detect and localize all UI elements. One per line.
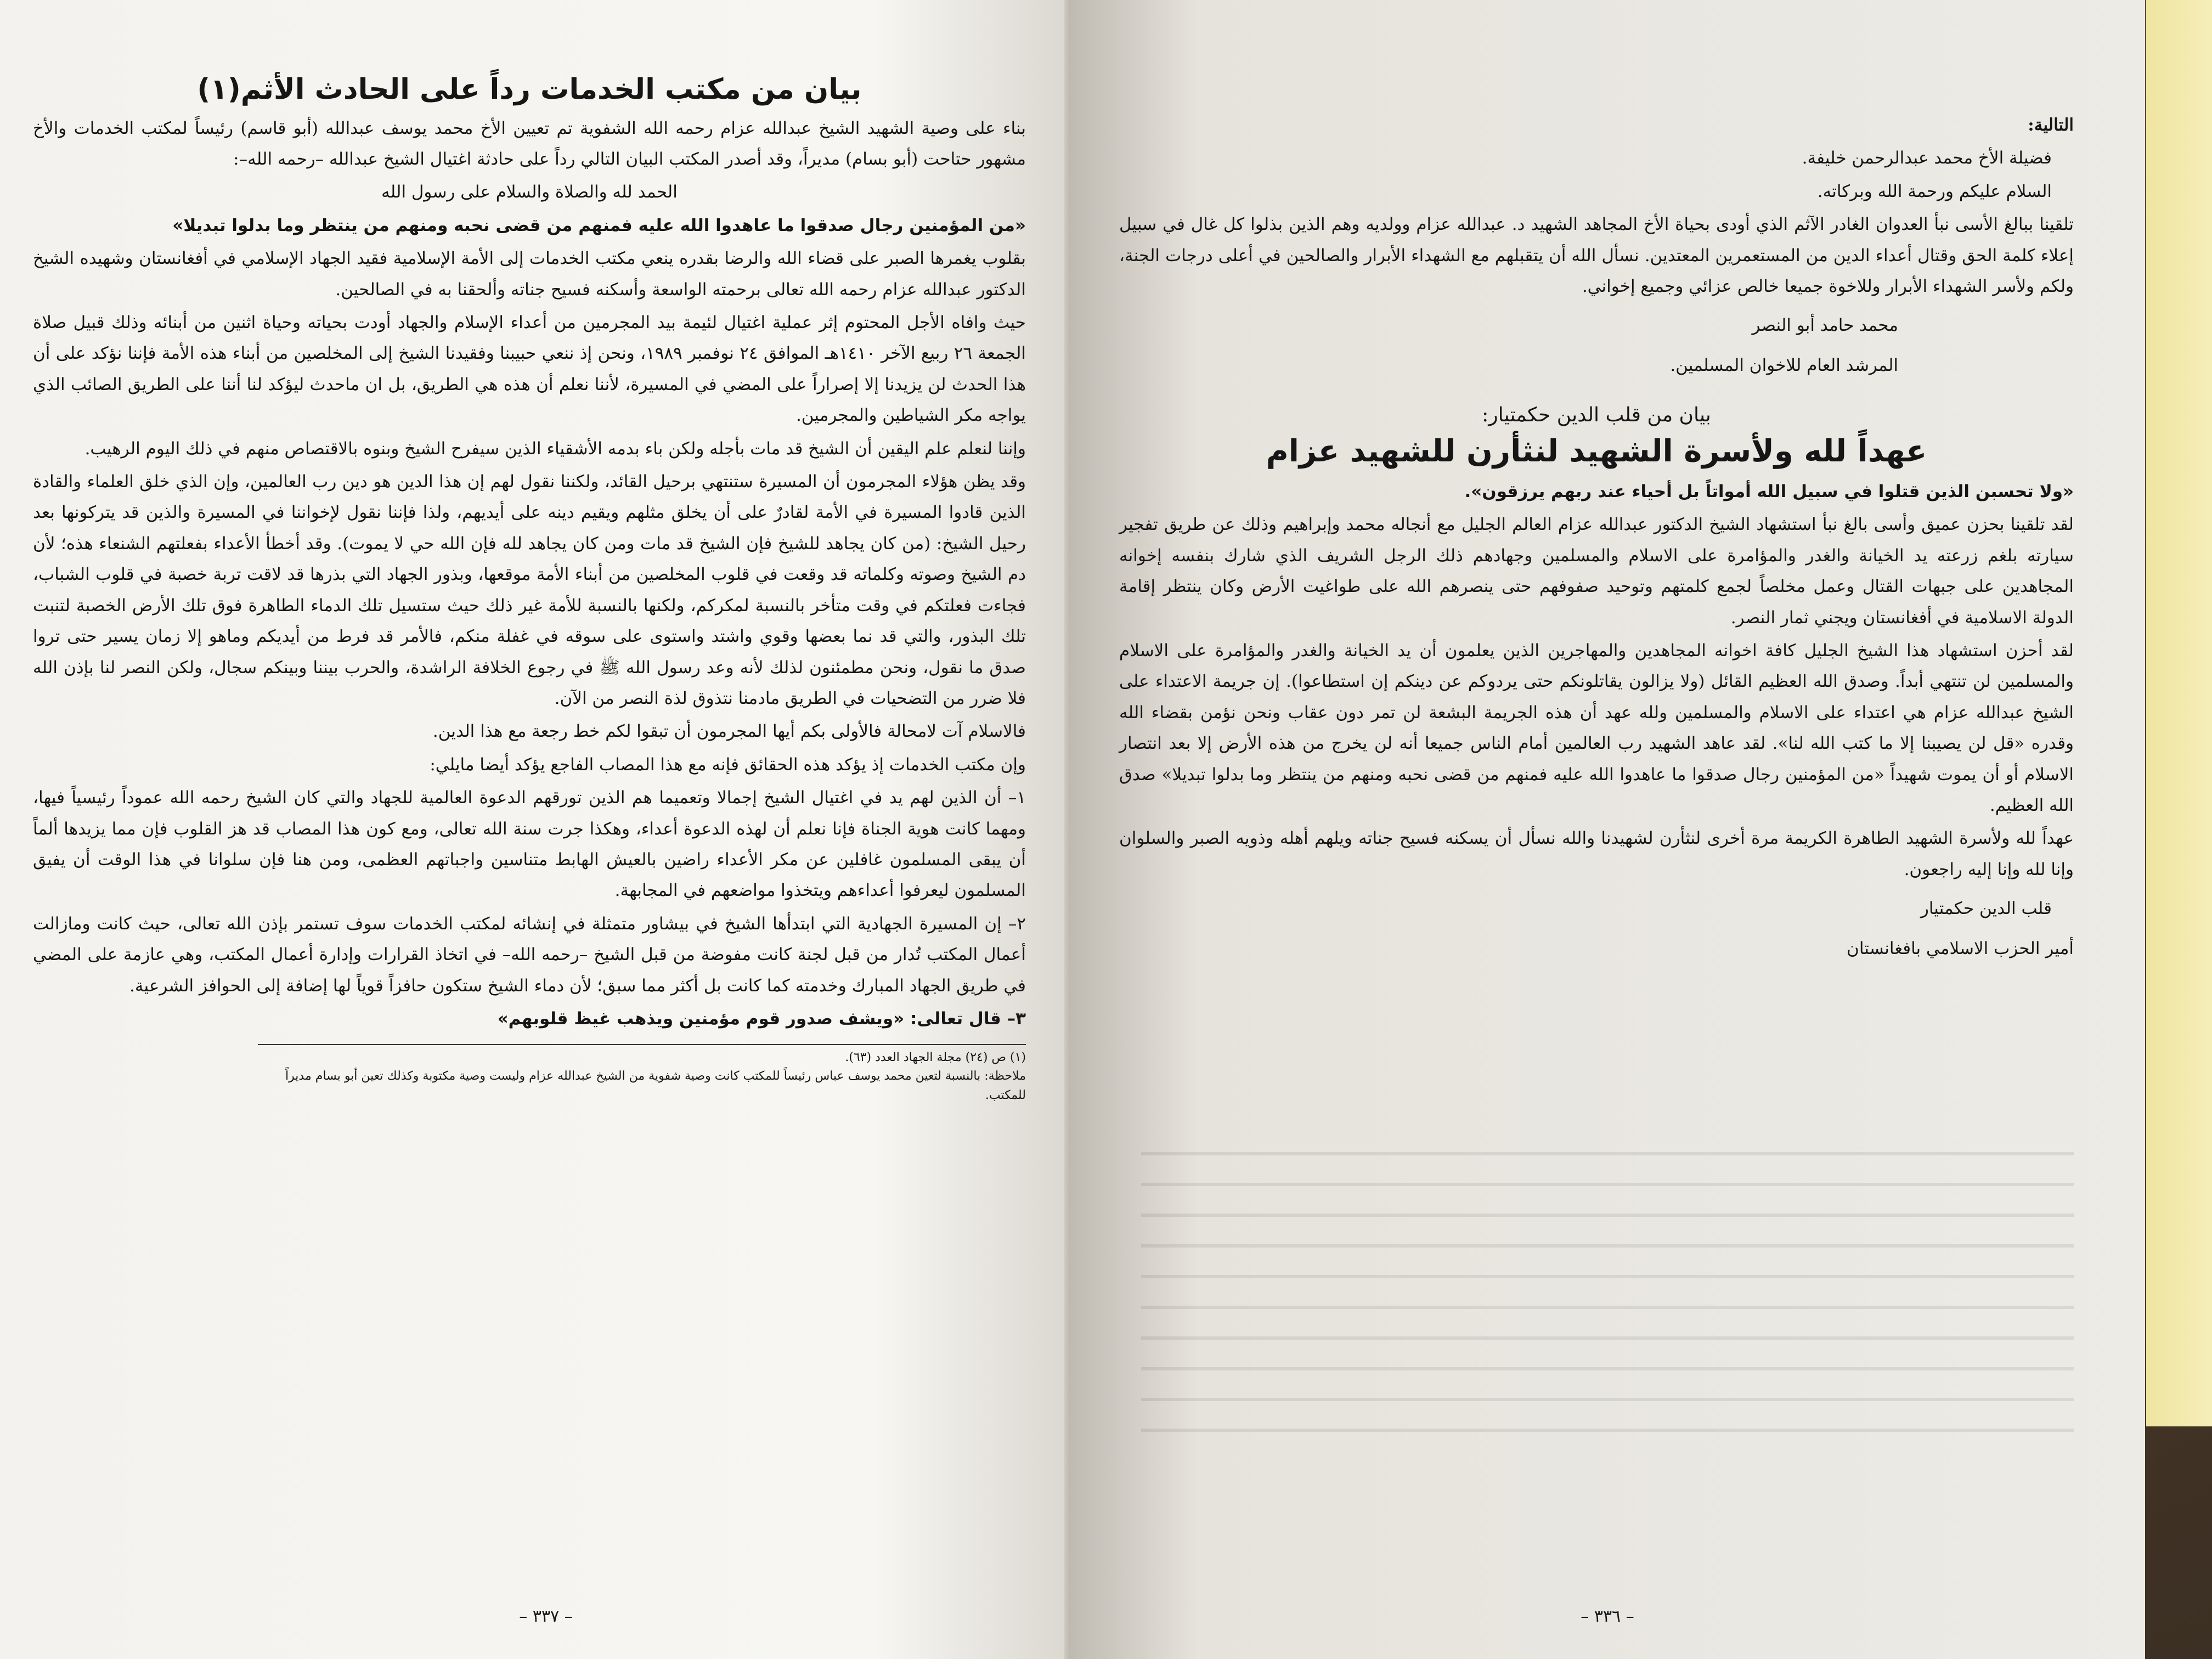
- statement-signature-title: أمير الحزب الاسلامي بافغانستان: [1847, 939, 2074, 959]
- show-through-text: [1141, 1152, 2074, 1448]
- footnote-1: (١) ص (٢٤) مجلة الجهاد العدد (٦٣).: [845, 1051, 1026, 1065]
- left-paragraph-9: وإن مكتب الخدمات إذ يؤكد هذه الحقائق فإنه مع هذا المصاب الفاجع يؤكد أيضا مايلي:: [430, 754, 1026, 775]
- left-paragraph-1: بناء على وصية الشهيد الشيخ عبدالله عزام رحمه الله الشفوية تم تعيين الأخ محمد يوسف عبدالله (أبو قاسم) رئيساً لمكتب الخدمات والأخ مشهور حتاحت (أبو بسام) مديراً، وقد أصدر المكتب البيان التالي رداً على حادثة اغتيال الشيخ عبدالله –رحمه الله–:: [33, 118, 1026, 169]
- statement-title: عهداً لله ولأسرة الشهيد لنثأرن للشهيد عزام: [1266, 433, 1927, 470]
- right-addressee: فضيلة الأخ محمد عبدالرحمن خليفة.: [1802, 148, 2052, 168]
- left-quote-1: «من المؤمنين رجال صدقوا ما عاهدوا الله عليه فمنهم من قضى نحبه ومنهم من ينتظر وما بدلوا تبديلا»: [172, 215, 1026, 235]
- statement-subheading: بيان من قلب الدين حكمتيار:: [1482, 404, 1711, 427]
- left-point-2: ٢– إن المسيرة الجهادية التي ابتدأها الشيخ في بيشاور متمثلة في إنشائه لمكتب الخدمات سوف تستمر بإذن الله تعالى، حيث كانت ومازالت أعمال المكتب تُدار من قبل لجنة كانت مفوضة من قبل الشيخ –رحمه الله– في اتخاذ القرارات وإدارة أعمال المكتب، وهي عازمة على المضي في طريق الجهاد المبارك وخدمته كما كانت بل أكثر مما سبق؛ لأن دماء الشيخ ستكون حافزاً قوياً لها إضافة إلى الحوافز الشرعية.: [33, 913, 1026, 996]
- left-point-1: ١– أن الذين لهم يد في اغتيال الشيخ إجمالا وتعميما هم الذين تورقهم الدعوة العالمية للجهاد والتي كان الشيخ رحمه الله عموداً رئيسياً فيها، ومهما كانت هوية الجناة فإنا نعلم أن لهذه الدعوة أعداء، وهكذا جرت سنة الله تعالى، ومع كون هذا المصاب قد هز القلوب فإن مما يزيدها ألماً أن يبقى المسلمون غافلين عن مكر الأعداء راضين بالعيش الهابط متناسين واجباتهم العظمى، ومن هنا فإن سلوانا في هذا الوقت أن يفيق المسلمون ليعرفوا أعداءهم ويتخذوا مواضعهم في المجابهة.: [33, 788, 1026, 901]
- statement-paragraph-2: لقد أحزن استشهاد هذا الشيخ الجليل كافة اخوانه المجاهدين والمهاجرين الذين يعلمون أن يد الخيانة والغدر والمؤامرة على الاسلام والمسلمين لن تنتهي أبداً. وصدق الله العظيم القائل (ولا يزالون يقاتلونكم حتى يردوكم عن دينكم إن استطاعوا). إن جريمة الاعتداء على الشيخ عبدالله عزام هي اعتداء على الاسلام والمسلمين ولله عهد أن هذه الجريمة البشعة لن تمر دون عقاب ونحن نؤمن بقضاء الله وقدره «قل لن يصيبنا إلا ما كتب الله لنا». لقد عاهد الشهيد رب العالمين أمام الناس جميعا أنه لن يخرج من هذه الأرض إلا بعد انتصار الاسلام أو أن يموت شهيداً «من المؤمنين رجال صدقوا ما عاهدوا الله عليه فمنهم من قضى نحبه ومنهم من ينتظر وما بدلوا تبديلا» صدق الله العظيم.: [1119, 641, 2074, 816]
- right-signature-title: المرشد العام للاخوان المسلمين.: [1670, 356, 1898, 376]
- right-signature-name: محمد حامد أبو النصر: [1752, 315, 1898, 336]
- left-paragraph-2: الحمد لله والصلاة والسلام على رسول الله: [381, 182, 678, 202]
- right-page-number: – ٣٣٦ –: [1581, 1607, 1634, 1626]
- statement-signature-name: قلب الدين حكمتيار: [1920, 899, 2052, 919]
- right-intro: التالية:: [2028, 115, 2074, 135]
- footnote-note: ملاحظة: بالنسبة لتعين محمد يوسف عباس رئيساً للمكتب كانت وصية شفوية من الشيخ عبدالله عزام وليست وصية مكتوبة وكذلك تعين أبو بسام مديراً للمكتب.: [285, 1069, 1026, 1102]
- statement-quote: «ولا تحسبن الذين قتلوا في سبيل الله أمواتاً بل أحياء عند ربهم يرزقون».: [1464, 482, 2074, 502]
- left-footnotes: [258, 1044, 1026, 1104]
- sticky-notes-right: [2146, 0, 2212, 1426]
- statement-paragraph-1: لقد تلقينا بحزن عميق وأسى بالغ نبأ استشهاد الشيخ الدكتور عبدالله عزام العالم الجليل مع أنجاله محمد وإبراهيم وذلك عن طريق تفجير سيارته بلغم زرعته يد الخيانة والغدر والمؤامرة على الاسلام والمسلمين وجهادهم ذلك الرجل الشريف الذي شارك بنفسه إخوانه المجاهدين على جبهات القتال وعمل مخلصاً لجمع كلمتهم وتوحيد صفوفهم حتى ينصرهم الله على طواغيت الأرض وكان ينتظر إقامة الدولة الاسلامية في أفغانستان ويجني ثمار النصر.: [1119, 515, 2074, 628]
- left-page-number: – ٣٣٧ –: [519, 1607, 573, 1626]
- left-paragraph-6: وإننا لنعلم علم اليقين أن الشيخ قد مات بأجله ولكن باء بدمه الأشقياء الذين سيفرح الشيخ وبنوه بالاقتصاص منهم في ذلك اليوم الرهيب.: [84, 438, 1026, 459]
- statement-paragraph-3: عهداً لله ولأسرة الشهيد الطاهرة الكريمة مرة أخرى لنثأرن لشهيدنا والله نسأل أن يسكنه فسيح جناته ويلهم أهله وذويه الصبر والسلوان وإنا لله وإنا إليه راجعون.: [1119, 828, 2074, 879]
- left-paragraph-4: بقلوب يغمرها الصبر على قضاء الله والرضا بقدره ينعي مكتب الخدمات إلى الأمة الإسلامية فقيد الجهاد الإسلامي في أفغانستان وشهيده الشيخ الدكتور عبدالله عزام رحمه الله تعالى برحمته الواسعة وأسكنه فسيح جناته وألحقنا به في الصالحين.: [33, 249, 1026, 300]
- left-paragraph-7: وقد يظن هؤلاء المجرمون أن المسيرة ستنتهي برحيل القائد، ولكننا نقول لهم إن هذا الدين هو دين رب العالمين، وإن الذي خلق العلماء والقادة الذين قادوا المسيرة في الأمة لقادرٌ على أن يخلق مثلهم ويقيم دينه على أيديهم، ولذا فإننا نقول لإخواننا في المسيرة والذين قد يتركونها بعد رحيل الشيخ: (من كان يجاهد للشيخ فإن الشيخ قد مات ومن كان يجاهد لله فإن الله حي لا يموت). وقد أخطأ الأعداء بفعلتهم الشنعاء هذه؛ لأن دم الشيخ وصوته وكلماته قد وقعت في قلوب المخلصين من أبناء الأمة موقعها، وبذور الجهاد التي بذرها قد لاقت تربة خصبة في قلوب الشباب، فجاءت فعلتكم في وقت متأخر بالنسبة لمكركم، ولكنها بالنسبة للأمة غير ذلك حيث ستسيل تلك الدماء الطاهرة فوق تلك الأرض الخصبة لتنبت تلك البذور، والتي قد نما بعضها وقوي واشتد واستوى على سوقه في غفلة منكم، فالأمر قد فرط من أيديكم وماهو إلا زمان يسير حتى تروا صدق ما نقول، ونحن مطمئنون لذلك لأنه وعد رسول الله ﷺ في رجوع الخلافة الراشدة، والحرب بيننا وبينكم سجال، ولكن النصر لنا بإذن الله فلا ضرر من التضحيات في الطريق مادمنا نتذوق لذة النصر من الآن.: [33, 472, 1026, 708]
- right-page: [1070, 0, 2145, 1659]
- right-letter-paragraph: تلقينا ببالغ الأسى نبأ العدوان الغادر الآثم الذي أودى بحياة الأخ المجاهد الشهيد د. عبدالله عزام وولديه وهم الذين بذلوا كل غال في سبيل إعلاء كلمة الحق وقتال أعداء الدين من المستعمرين المعتدين. نسأل الله أن يتقبلهم مع الشهداء الأبرار والصالحين في أعلى درجات الجنة، ولكم ولأسر الشهداء الأبرار وللاخوة جميعا خالص عزائي وجميع إخواني.: [1119, 215, 2074, 297]
- left-point-3: ٣– قال تعالى: «ويشف صدور قوم مؤمنين ويذهب غيظ قلوبهم»: [497, 1008, 1026, 1029]
- left-page: [0, 0, 1092, 1659]
- left-paragraph-5: حيث وافاه الأجل المحتوم إثر عملية اغتيال لئيمة بيد المجرمين من أعداء الإسلام والجهاد أودت بحياته وحياة اثنين من أبنائه وذلك قبيل صلاة الجمعة ٢٦ ربيع الآخر ١٤١٠هـ الموافق ٢٤ نوفمبر ١٩٨٩، ونحن إذ ننعي حبيبنا وفقيدنا الشيخ إلى المخلصين من أبناء هذه الأمة فإننا نؤكد على أن هذا الحدث لن يزيدنا إلا إصراراً على المضي في المسيرة، لأننا نعلم أن هذه هي الطريق، بل ان ماحدث ليؤكد لنا أننا على الطريق الصائب الذي يواجه مكر الشياطين والمجرمين.: [33, 313, 1026, 426]
- left-page-title: بيان من مكتب الخدمات رداً على الحادث الأثم(١): [197, 73, 862, 106]
- left-paragraph-8: فالاسلام آت لامحالة فالأولى بكم أيها المجرمون أن تبقوا لكم خط رجعة مع هذا الدين.: [432, 721, 1026, 742]
- right-greeting: السلام عليكم ورحمة الله وبركاته.: [1817, 181, 2052, 201]
